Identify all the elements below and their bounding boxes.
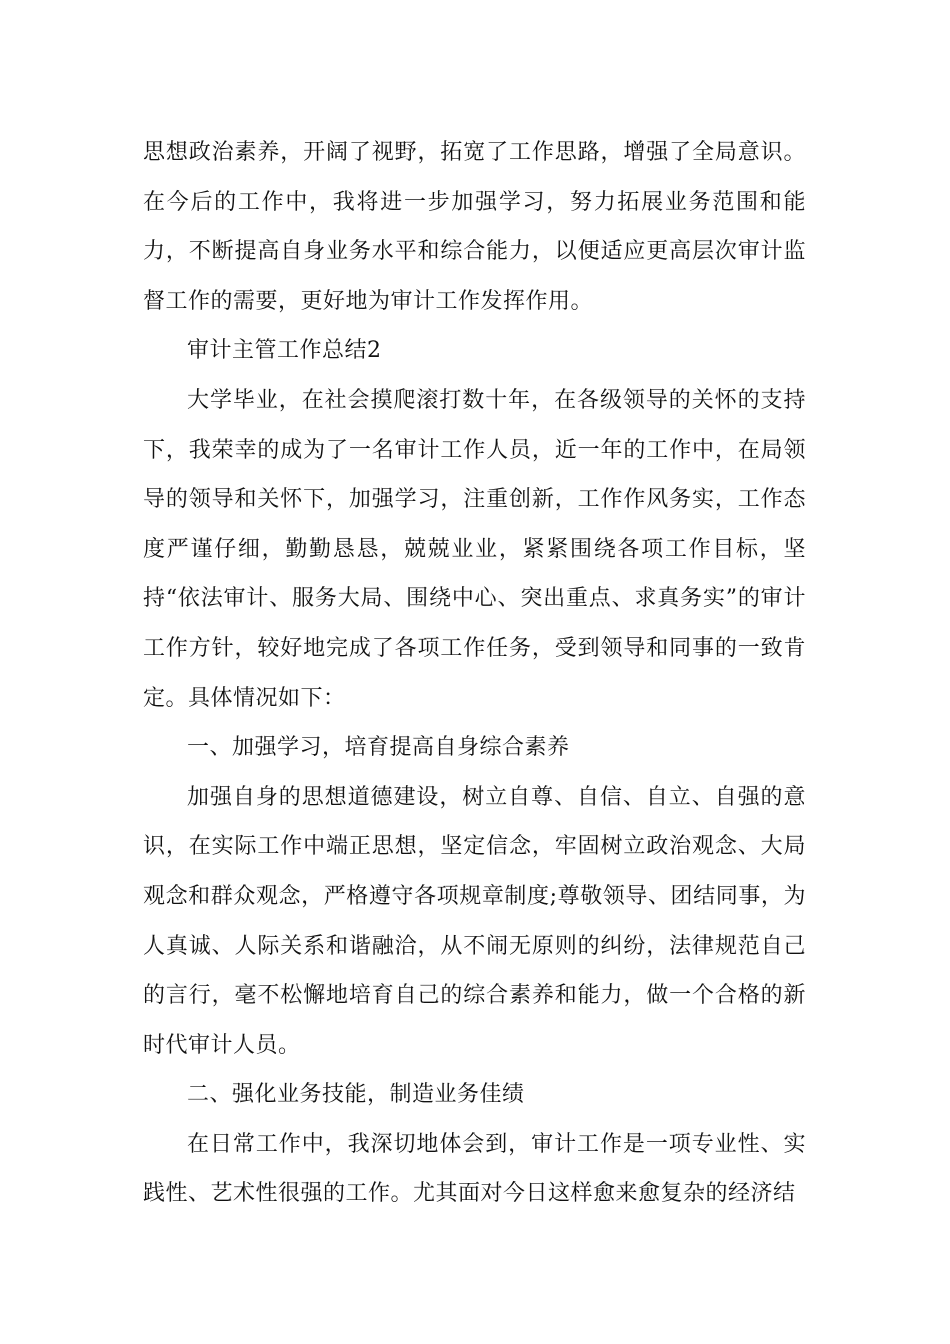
section-heading-two: 二、强化业务技能，制造业务佳绩 <box>187 1082 525 1108</box>
paragraph-continuation: 思想政治素养，开阔了视野，拓宽了工作思路，增强了全局意识。在今后的工作中，我将进一步加强学习，努力拓展业务范围和能力，不断提高自身业务水平和综合能力，以便适应更高层次审计监督工作的需要，更好地为审计工作发挥作用。 <box>143 140 806 314</box>
paragraph-section-two: 在日常工作中，我深切地体会到，审计工作是一项专业性、实践性、艺术性很强的工作。尤其面对今日这样愈来愈复杂的经济结 <box>143 1131 806 1207</box>
paragraph-section-one: 加强自身的思想道德建设，树立自尊、自信、自立、自强的意识，在实际工作中端正思想，坚定信念，牢固树立政治观念、大局观念和群众观念，严格遵守各项规章制度;尊敬领导、团结同事，为人真诚、人际关系和谐融洽，从不闹无原则的纠纷，法律规范自己的言行，毫不松懈地培育自己的综合素养和能力，做一个合格的新时代审计人员。 <box>143 784 806 1058</box>
document-body <box>143 128 806 1219</box>
section-heading-one: 一、加强学习，培育提高自身综合素养 <box>187 735 570 761</box>
paragraph-intro: 大学毕业，在社会摸爬滚打数十年，在各级领导的关怀的支持下，我荣幸的成为了一名审计工作人员，近一年的工作中，在局领导的领导和关怀下，加强学习，注重创新，工作作风务实，工作态度严谨仔细，勤勤恳恳，兢兢业业，紧紧围绕各项工作目标，坚持“依法审计、服务大局、围绕中心、突出重点、求真务实”的审计工作方针，较好地完成了各项工作任务，受到领导和同事的一致肯定。具体情况如下： <box>143 387 806 711</box>
section-heading-title: 审计主管工作总结2 <box>187 338 382 364</box>
